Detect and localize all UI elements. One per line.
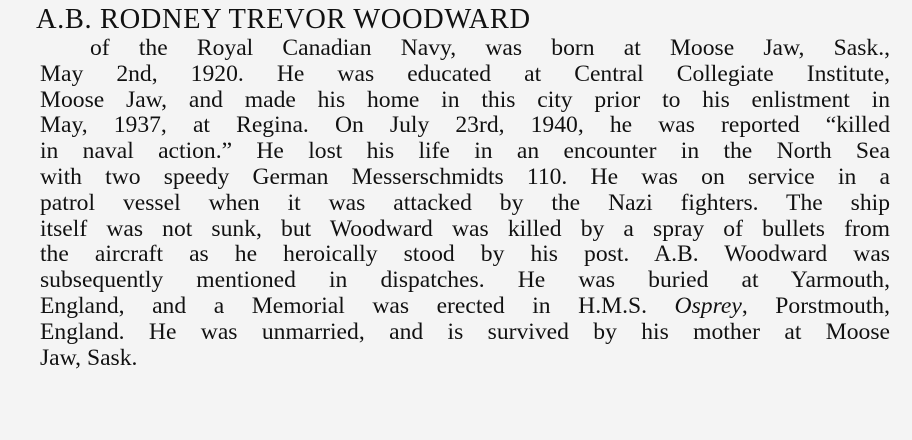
paragraph-line: with two speedy German Messerschmidts 110. He was on service in a xyxy=(40,163,890,190)
paragraph-line: itself was not sunk, but Woodward was killed by a spray of bullets from xyxy=(40,215,890,242)
paragraph-line: the aircraft as he heroically stood by his post. A.B. Woodward was xyxy=(40,241,890,268)
paragraph-line: of the Royal Canadian Navy, was born at Moose Jaw, Sask., xyxy=(90,35,890,61)
paragraph-line: in naval action.” He lost his life in an encounter in the North Sea xyxy=(40,138,890,165)
biography-paragraph xyxy=(40,36,890,371)
paragraph-line: Moose Jaw, and made his home in this city prior to his enlistment in xyxy=(40,86,890,113)
ship-name: Osprey xyxy=(674,292,742,319)
line-text-before-ship: England, and a Memorial was erected in H.M.S. xyxy=(40,292,675,319)
paragraph-line: England. He was unmarried, and is survived by his mother at Moose xyxy=(40,318,890,345)
paragraph-line: May 2nd, 1920. He was educated at Central Collegiate Institute, xyxy=(40,60,890,87)
person-heading: A.B. RODNEY TREVOR WOODWARD xyxy=(36,4,531,35)
paragraph-line: subsequently mentioned in dispatches. He was buried at Yarmouth, xyxy=(40,267,890,294)
line-text-after-ship: , Porstmouth, xyxy=(741,292,890,319)
paragraph-line: patrol vessel when it was attacked by the Nazi fighters. The ship xyxy=(40,189,890,216)
paragraph-line: May, 1937, at Regina. On July 23rd, 1940, he was reported “killed xyxy=(40,112,890,139)
paragraph-line xyxy=(40,294,890,320)
paragraph-line: Jaw, Sask. xyxy=(40,344,138,371)
